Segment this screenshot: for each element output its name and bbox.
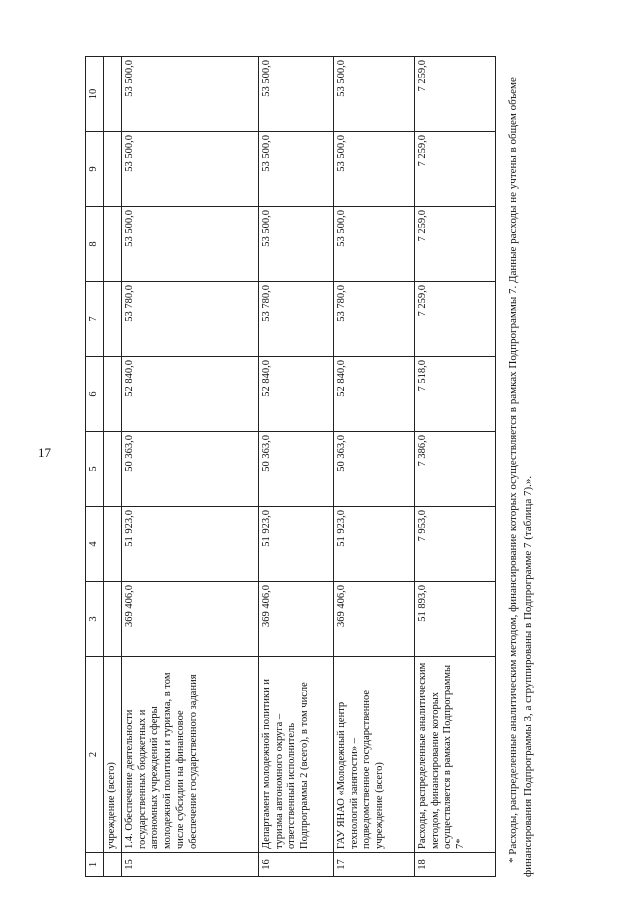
value-cell: 51 923,0 — [121, 507, 258, 582]
value-cell: 7 259,0 — [414, 282, 495, 357]
rotated-content — [85, 27, 625, 877]
value-cell: 7 259,0 — [414, 207, 495, 282]
value-cell: 53 500,0 — [333, 207, 414, 282]
value-cell: 50 363,0 — [333, 432, 414, 507]
value-cell — [104, 282, 122, 357]
value-cell: 369 406,0 — [333, 582, 414, 657]
value-cell: 53 500,0 — [333, 57, 414, 132]
page-number: 17 — [38, 445, 51, 460]
header-cell: 9 — [86, 132, 104, 207]
value-cell: 53 500,0 — [258, 207, 333, 282]
value-cell: 51 923,0 — [333, 507, 414, 582]
header-cell: 8 — [86, 207, 104, 282]
value-cell: 50 363,0 — [258, 432, 333, 507]
value-cell: 7 259,0 — [414, 132, 495, 207]
value-cell: 7 953,0 — [414, 507, 495, 582]
value-cell — [104, 357, 122, 432]
value-cell — [104, 432, 122, 507]
finance-table — [85, 56, 496, 877]
table-row — [121, 57, 258, 877]
value-cell — [104, 57, 122, 132]
row-number-cell — [104, 853, 122, 877]
value-cell: 7 259,0 — [414, 57, 495, 132]
value-cell: 7 386,0 — [414, 432, 495, 507]
row-number-cell: 15 — [121, 853, 258, 877]
header-cell: 4 — [86, 507, 104, 582]
header-cell: 10 — [86, 57, 104, 132]
value-cell: 53 500,0 — [121, 207, 258, 282]
value-cell: 369 406,0 — [121, 582, 258, 657]
value-cell: 369 406,0 — [258, 582, 333, 657]
table-row — [333, 57, 414, 877]
continuation-row — [104, 57, 122, 877]
value-cell: 52 840,0 — [333, 357, 414, 432]
table-row — [258, 57, 333, 877]
header-cell: 1 — [86, 853, 104, 877]
header-cell: 6 — [86, 357, 104, 432]
value-cell: 53 500,0 — [258, 57, 333, 132]
value-cell: 52 840,0 — [258, 357, 333, 432]
row-name-cell: Департамент молодежной политики и туризма автономного округа – ответственный исполнитель Подпрограммы 2 (всего), в том числе — [258, 657, 333, 853]
value-cell: 52 840,0 — [121, 357, 258, 432]
row-name-cell: Расходы, распределенные аналитическим методом, финансирование которых осуществляется в рамках Подпрограммы 7* — [414, 657, 495, 853]
header-cell: 2 — [86, 657, 104, 853]
value-cell: 53 780,0 — [258, 282, 333, 357]
row-name-cell: учреждение (всего) — [104, 657, 122, 853]
header-cell: 5 — [86, 432, 104, 507]
value-cell: 53 780,0 — [333, 282, 414, 357]
row-name-cell: ГАУ ЯНАО «Молодежный центр технологий занятости» – подведомственное государственное учреждение (всего) — [333, 657, 414, 853]
value-cell: 50 363,0 — [121, 432, 258, 507]
value-cell: 53 500,0 — [333, 132, 414, 207]
value-cell — [104, 207, 122, 282]
value-cell: 53 500,0 — [121, 132, 258, 207]
value-cell — [104, 132, 122, 207]
row-name-cell: 1.4. Обеспечение деятельности государственных бюджетных и автономных учреждений сферы молодежной политики и туризма, в том числе субсидии на финансовое обеспечение государственного задания — [121, 657, 258, 853]
value-cell — [104, 582, 122, 657]
value-cell: 51 893,0 — [414, 582, 495, 657]
header-cell: 7 — [86, 282, 104, 357]
row-number-cell: 16 — [258, 853, 333, 877]
footnote: * Расходы, распределенные аналитическим методом, финансирование которых осуществляется в рамках Подпрограммы 7. Данные расходы не учтены в общем объеме финансирования Подпрограммы 3, а сгруппированы в Подпрограмме 7 (таблица 7).». — [506, 77, 534, 877]
value-cell: 53 780,0 — [121, 282, 258, 357]
row-number-cell: 18 — [414, 853, 495, 877]
header-row — [86, 57, 104, 877]
value-cell: 7 518,0 — [414, 357, 495, 432]
value-cell: 51 923,0 — [258, 507, 333, 582]
value-cell — [104, 507, 122, 582]
value-cell: 53 500,0 — [121, 57, 258, 132]
header-cell: 3 — [86, 582, 104, 657]
value-cell: 53 500,0 — [258, 132, 333, 207]
row-number-cell: 17 — [333, 853, 414, 877]
table-row — [414, 57, 495, 877]
